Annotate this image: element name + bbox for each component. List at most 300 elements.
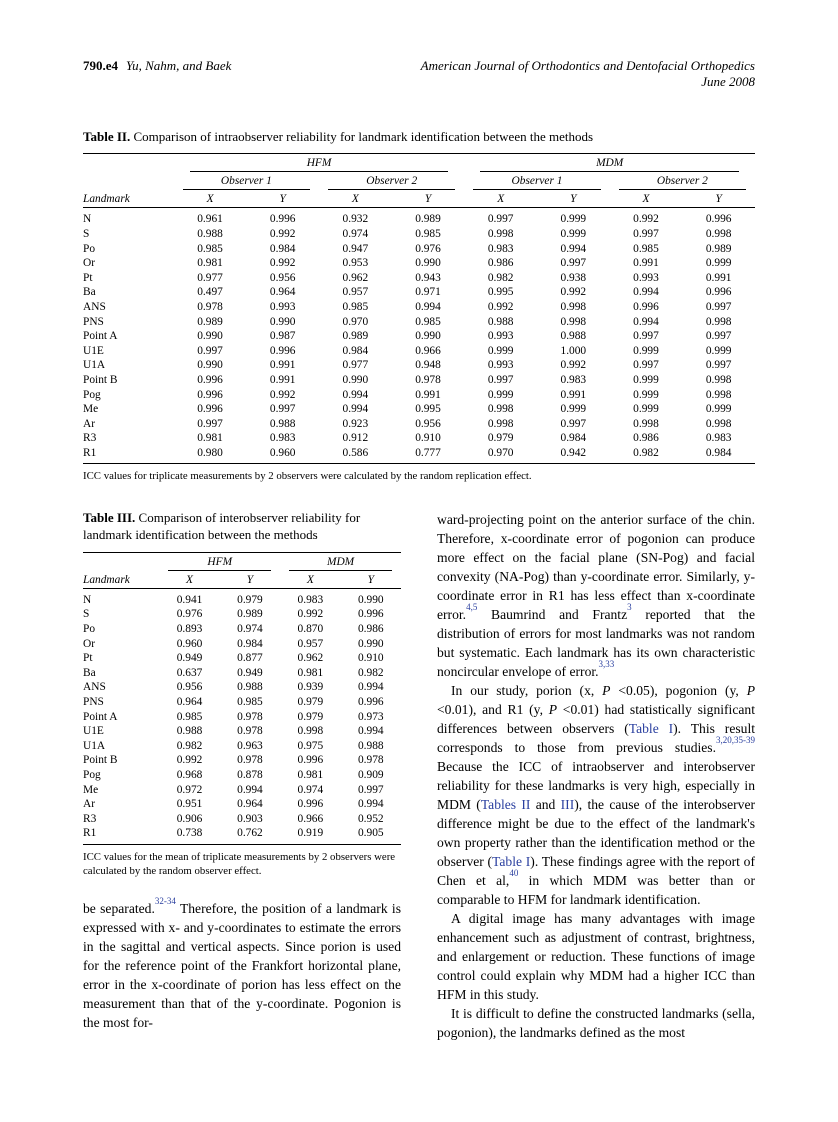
icc-value-cell: 0.870 [297,623,324,636]
table-row [83,768,401,783]
icc-value-cell: 0.989 [342,330,369,343]
icc-value-cell: 0.974 [297,783,324,796]
icc-value-cell: 0.988 [237,681,263,694]
icc-value-cell: 0.985 [415,227,441,240]
observer-2-header: Observer 2 [319,172,464,190]
icc-value-cell: 0.956 [269,271,296,284]
icc-value-cell: 0.970 [487,446,514,459]
landmark-cell: R3 [83,432,97,445]
icc-value-cell: 0.966 [297,812,324,825]
icc-value-cell: 0.991 [415,388,441,401]
icc-value-cell: 0.960 [176,637,203,650]
icc-value-cell: 0.992 [176,754,203,767]
icc-value-cell: 0.990 [357,637,384,650]
icc-value-cell: 0.990 [415,257,441,270]
table-row [83,753,401,768]
italic-variable: P [548,702,558,718]
icc-value-cell: 0.985 [237,695,263,708]
icc-value-cell: 0.994 [633,315,659,328]
icc-value-cell: 0.985 [415,315,441,328]
table-row [83,402,755,417]
icc-value-cell: 0.996 [297,798,324,811]
icc-value-cell: 0.956 [176,681,203,694]
icc-value-cell: 0.960 [269,446,296,459]
icc-value-cell: 0.905 [357,827,384,840]
icc-value-cell: 0.998 [705,417,732,430]
icc-value-cell: 0.962 [342,271,369,284]
table-row [83,208,755,227]
icc-value-cell: 0.996 [197,388,223,401]
cross-reference-link[interactable]: III [560,797,575,813]
icc-value-cell: 0.999 [560,213,587,226]
citation-link[interactable]: 3,20,35-39 [716,734,755,745]
icc-value-cell: 0.991 [269,359,296,372]
table-row [83,797,401,812]
icc-value-cell: 0.948 [415,359,441,372]
icc-value-cell: 0.978 [237,754,263,767]
axis-header-x: X [159,571,219,589]
icc-value-cell: 0.979 [237,593,263,606]
landmark-cell: Pt [83,271,93,284]
icc-value-cell: 0.980 [197,446,223,459]
axis-header-row [83,571,401,589]
observer-header-row [83,172,755,190]
table-row [83,256,755,271]
table-row [83,271,755,286]
landmark-cell: Po [83,242,96,255]
table-3-interobserver [83,552,401,845]
icc-value-cell: 0.985 [176,710,203,723]
icc-value-cell: 0.951 [176,798,203,811]
landmark-cell: ANS [83,681,106,694]
table-3-caption [83,510,401,544]
icc-value-cell: 0.988 [269,417,296,430]
icc-value-cell: 0.992 [269,388,296,401]
landmark-cell: PNS [83,695,104,708]
left-column-body [83,895,401,1032]
table-row [83,710,401,725]
icc-value-cell: 0.977 [197,271,223,284]
icc-value-cell: 0.972 [176,783,203,796]
observer-1-header: Observer 1 [174,172,319,190]
icc-value-cell: 0.986 [357,623,384,636]
icc-value-cell: 0.996 [197,373,223,386]
icc-value-cell: 0.978 [357,754,384,767]
icc-value-cell: 0.970 [342,315,369,328]
table-2-footnote: ICC values for triplicate measurements by 2 observers were calculated by the random replication effect. [83,470,532,483]
landmark-cell: Ba [83,286,96,299]
icc-value-cell: 0.988 [197,227,223,240]
icc-value-cell: 0.893 [176,623,203,636]
icc-value-cell: 0.994 [357,798,384,811]
table-row [83,358,755,373]
icc-value-cell: 0.997 [197,417,223,430]
page-number: 790.e4 [83,58,119,73]
icc-value-cell: 0.992 [633,213,659,226]
group-header-hfm: HFM [174,154,465,173]
icc-value-cell: 0.999 [633,388,659,401]
icc-value-cell: 0.984 [269,242,296,255]
icc-value-cell: 0.998 [560,300,587,313]
icc-value-cell: 1.000 [560,344,587,357]
cross-reference-link[interactable]: Table I [628,721,674,737]
icc-value-cell: 0.985 [197,242,223,255]
table-row [83,724,401,739]
icc-value-cell: 0.976 [415,242,441,255]
icc-value-cell: 0.989 [197,315,223,328]
table-row [83,417,755,432]
icc-value-cell: 0.996 [269,213,296,226]
icc-value-cell: 0.991 [560,388,587,401]
body-paragraph: ward-projecting point on the anterior surface of the chin. Therefore, x-coordinate error of pogonion can produce more effect on the facial plane (SN-Pog) and facial convexity (NA-Pog) than y-coordinate error. Similarly, y-coordinate error in R1 has less effect than x-coordinate error.$^{4,5}$ Baumrind and Frantz$^3$ reported that the distribution of errors for most landmarks was not random but systematic. Each landmark has its own characteristic noncircular envelope of error.$^{3,33}$ [437,512,755,680]
landmark-cell: N [83,213,92,226]
icc-value-cell: 0.997 [633,227,659,240]
icc-value-cell: 0.994 [633,286,659,299]
landmark-cell: Point A [83,330,118,343]
table-row [83,446,755,464]
axis-header-x: X [464,190,537,208]
body-paragraph: In our study, porion (x, P <0.05), pogonion (y, P <0.01), and R1 (y, P <0.01) had statistically significant differences between observers (Table I). This result corresponds to those from previous studies.$^{3,20,35-39}$ Because the ICC of intraobserver and interobserver reliability for these landmarks is very high, especially in MDM (Tables II and III), the cause of the interobserver difference might be due to the effect of the landmark's own property rather than the identification method or the observer (Table I). These findings agree with the report of Chen et al,$^{40}$ in which MDM was better than or comparable to HFM for landmark identification. [437,683,755,908]
icc-value-cell: 0.976 [176,608,203,621]
landmark-cell: Pog [83,768,101,781]
icc-value-cell: 0.943 [415,271,441,284]
icc-value-cell: 0.878 [237,768,263,781]
group-header-hfm: HFM [159,552,280,571]
icc-value-cell: 0.988 [487,315,514,328]
axis-header-y: Y [220,571,280,589]
icc-value-cell: 0.988 [560,330,587,343]
landmark-cell: ANS [83,300,106,313]
icc-value-cell: 0.997 [705,330,732,343]
icc-value-cell: 0.997 [633,330,659,343]
icc-value-cell: 0.586 [342,446,369,459]
icc-value-cell: 0.989 [705,242,732,255]
landmark-header: Landmark [83,571,159,589]
icc-value-cell: 0.983 [487,242,514,255]
table-2-caption [83,129,755,146]
table-3-label: Table III. [83,510,136,526]
icc-value-cell: 0.981 [297,666,324,679]
icc-value-cell: 0.978 [237,725,263,738]
icc-value-cell: 0.938 [560,271,587,284]
citation-link[interactable]: 3 [627,601,632,612]
icc-value-cell: 0.997 [487,213,514,226]
icc-value-cell: 0.999 [487,388,514,401]
icc-value-cell: 0.982 [357,666,384,679]
icc-value-cell: 0.991 [269,373,296,386]
icc-value-cell: 0.983 [297,593,324,606]
landmark-cell: PNS [83,315,104,328]
icc-value-cell: 0.923 [342,417,369,430]
running-head-right [421,58,755,91]
axis-header-y: Y [341,571,401,589]
icc-value-cell: 0.956 [415,417,441,430]
icc-value-cell: 0.994 [357,681,384,694]
icc-value-cell: 0.988 [357,739,384,752]
table-row [83,388,755,403]
icc-value-cell: 0.981 [197,257,223,270]
body-paragraph: A digital image has many advantages with image enhancement such as adjustment of contrast, brightness, and enlargement or reduction. These functions of image control could explain why MDM had a higher ICC than HFM in this study. [437,911,755,1003]
table-row [83,637,401,652]
landmark-cell: Ar [83,417,96,430]
table-2-caption-text: Comparison of intraobserver reliability for landmark identification between the methods [133,128,594,144]
icc-value-cell: 0.999 [633,344,659,357]
landmark-cell: Me [83,403,99,416]
icc-value-cell: 0.998 [487,403,514,416]
table-2-label: Table II. [83,128,131,144]
landmark-cell: R1 [83,827,97,840]
icc-value-cell: 0.983 [269,432,296,445]
icc-value-cell: 0.994 [237,783,263,796]
right-column [437,510,755,1042]
icc-value-cell: 0.919 [297,827,324,840]
icc-value-cell: 0.992 [297,608,324,621]
icc-value-cell: 0.996 [357,608,384,621]
icc-value-cell: 0.997 [269,403,296,416]
icc-value-cell: 0.994 [357,725,384,738]
table-row [83,431,755,446]
icc-value-cell: 0.984 [237,637,263,650]
icc-value-cell: 0.984 [705,446,732,459]
landmark-cell: Ba [83,666,96,679]
icc-value-cell: 0.977 [342,359,369,372]
icc-value-cell: 0.994 [560,242,587,255]
table-row [83,329,755,344]
table-row [83,622,401,637]
icc-value-cell: 0.998 [487,417,514,430]
icc-value-cell: 0.973 [357,710,384,723]
icc-value-cell: 0.993 [487,330,514,343]
table-row [83,783,401,798]
icc-value-cell: 0.910 [415,432,441,445]
group-header-row [83,552,401,571]
icc-value-cell: 0.988 [176,725,203,738]
icc-value-cell: 0.986 [487,257,514,270]
icc-value-cell: 0.996 [705,286,732,299]
icc-value-cell: 0.993 [487,359,514,372]
icc-value-cell: 0.777 [415,446,441,459]
icc-value-cell: 0.989 [237,608,263,621]
icc-value-cell: 0.978 [237,710,263,723]
icc-value-cell: 0.979 [487,432,514,445]
icc-value-cell: 0.996 [197,403,223,416]
icc-value-cell: 0.994 [415,300,441,313]
icc-value-cell: 0.997 [705,300,732,313]
landmark-cell: S [83,227,90,240]
axis-header-x: X [280,571,340,589]
issue-date: June 2008 [701,74,755,90]
icc-value-cell: 0.957 [297,637,324,650]
citation-link[interactable]: 3,33 [598,658,615,669]
icc-value-cell: 0.998 [487,227,514,240]
table-row [83,607,401,622]
icc-value-cell: 0.991 [633,257,659,270]
icc-value-cell: 0.998 [705,388,732,401]
table-row [83,739,401,754]
citation-link[interactable]: 4,5 [466,601,478,612]
cross-reference-link[interactable]: Tables II [480,797,531,813]
group-header-mdm: MDM [464,154,755,173]
icc-value-cell: 0.985 [633,242,659,255]
blank-cell [83,172,174,190]
table-row [83,588,401,607]
landmark-cell: Pog [83,388,101,401]
icc-value-cell: 0.903 [237,812,263,825]
icc-value-cell: 0.982 [176,739,203,752]
landmark-cell: U1E [83,725,104,738]
icc-value-cell: 0.992 [560,359,587,372]
table-3-caption-text: Comparison of interobserver reliability for landmark identification between the methods [83,510,361,542]
icc-value-cell: 0.906 [176,812,203,825]
icc-value-cell: 0.990 [269,315,296,328]
icc-value-cell: 0.997 [560,417,587,430]
icc-value-cell: 0.998 [705,227,732,240]
icc-value-cell: 0.738 [176,827,203,840]
icc-value-cell: 0.941 [176,593,203,606]
table-row [83,315,755,330]
table-2-section [83,129,755,485]
body-paragraph: be separated.$^{32-34}$ Therefore, the position of a landmark is expressed with x- and y-coordinates to estimate the errors in the sagittal and vertical aspects. Since porion is used for the reference point of the Frankfort horizontal plane, error in the x-coordinate of porion has less effect on the measurement than that of the y-coordinate. Pogonion is the most for- [83,895,401,1031]
icc-value-cell: 0.996 [705,213,732,226]
axis-header-row [83,190,755,208]
landmark-cell: N [83,593,92,606]
icc-value-cell: 0.912 [342,432,369,445]
icc-value-cell: 0.993 [633,271,659,284]
icc-value-cell: 0.999 [633,373,659,386]
table-row [83,812,401,827]
icc-value-cell: 0.990 [197,330,223,343]
axis-header-x: X [610,190,683,208]
landmark-cell: U1A [83,359,106,372]
table-row [83,680,401,695]
running-head [83,58,755,91]
icc-value-cell: 0.998 [560,315,587,328]
axis-header-y: Y [682,190,755,208]
icc-value-cell: 0.981 [197,432,223,445]
icc-value-cell: 0.997 [357,783,384,796]
icc-value-cell: 0.968 [176,768,203,781]
cross-reference-link[interactable]: Table I [492,854,531,870]
icc-value-cell: 0.957 [342,286,369,299]
icc-value-cell: 0.996 [633,300,659,313]
icc-value-cell: 0.978 [197,300,223,313]
icc-value-cell: 0.961 [197,213,223,226]
icc-value-cell: 0.974 [342,227,369,240]
table-row [83,344,755,359]
table-row [83,695,401,710]
landmark-cell: Point A [83,710,118,723]
table-row [83,666,401,681]
icc-value-cell: 0.966 [415,344,441,357]
landmark-cell: Pt [83,652,93,665]
italic-variable: P [746,683,755,699]
landmark-cell: Me [83,783,99,796]
table-2-intraobserver [83,153,755,464]
axis-header-y: Y [392,190,465,208]
blank-cell [83,154,174,173]
icc-value-cell: 0.964 [269,286,296,299]
landmark-cell: Ar [83,798,96,811]
landmark-cell: U1E [83,344,104,357]
table-row [83,300,755,315]
icc-value-cell: 0.999 [560,403,587,416]
icc-value-cell: 0.996 [357,695,384,708]
table-row [83,285,755,300]
icc-value-cell: 0.910 [357,652,384,665]
icc-value-cell: 0.978 [415,373,441,386]
icc-value-cell: 0.999 [633,403,659,416]
icc-value-cell: 0.990 [342,373,369,386]
icc-value-cell: 0.998 [705,373,732,386]
table-row [83,227,755,242]
icc-value-cell: 0.990 [415,330,441,343]
icc-value-cell: 0.964 [237,798,263,811]
icc-value-cell: 0.987 [269,330,296,343]
icc-value-cell: 0.952 [357,812,384,825]
table-row [83,826,401,844]
icc-value-cell: 0.995 [415,403,441,416]
landmark-cell: U1A [83,739,106,752]
icc-value-cell: 0.975 [297,739,324,752]
icc-value-cell: 0.984 [342,344,369,357]
icc-value-cell: 0.986 [633,432,659,445]
landmark-cell: Point B [83,754,118,767]
icc-value-cell: 0.992 [269,257,296,270]
icc-value-cell: 0.963 [237,739,263,752]
icc-value-cell: 0.953 [342,257,369,270]
icc-value-cell: 0.949 [176,652,203,665]
icc-value-cell: 0.979 [297,695,324,708]
landmark-cell: Or [83,257,96,270]
blank-cell [83,552,159,571]
icc-value-cell: 0.981 [297,768,324,781]
icc-value-cell: 0.997 [560,257,587,270]
icc-value-cell: 0.877 [237,652,263,665]
group-header-mdm: MDM [280,552,401,571]
icc-value-cell: 0.909 [357,768,384,781]
citation-link[interactable]: 32-34 [154,895,176,906]
landmark-cell: Or [83,637,96,650]
icc-value-cell: 0.942 [560,446,587,459]
icc-value-cell: 0.637 [176,666,203,679]
icc-value-cell: 0.947 [342,242,369,255]
icc-value-cell: 0.984 [560,432,587,445]
icc-value-cell: 0.979 [297,710,324,723]
landmark-cell: R3 [83,812,97,825]
icc-value-cell: 0.992 [269,227,296,240]
icc-value-cell: 0.971 [415,286,441,299]
icc-value-cell: 0.995 [487,286,514,299]
icc-value-cell: 0.982 [487,271,514,284]
citation-link[interactable]: 40 [509,867,519,878]
axis-header-x: X [174,190,247,208]
table-row [83,651,401,666]
icc-value-cell: 0.999 [705,257,732,270]
icc-value-cell: 0.990 [357,593,384,606]
icc-value-cell: 0.997 [705,359,732,372]
icc-value-cell: 0.939 [297,681,324,694]
left-column [83,510,401,1042]
icc-value-cell: 0.497 [197,286,223,299]
italic-variable: P [602,683,611,699]
icc-value-cell: 0.993 [269,300,296,313]
icc-value-cell: 0.762 [237,827,263,840]
landmark-header: Landmark [83,190,174,208]
icc-value-cell: 0.999 [560,227,587,240]
landmark-cell: S [83,608,90,621]
body-paragraph: It is difficult to define the constructed landmarks (sella, pogonion), the landmarks defined as the most [437,1006,755,1041]
icc-value-cell: 0.997 [633,359,659,372]
